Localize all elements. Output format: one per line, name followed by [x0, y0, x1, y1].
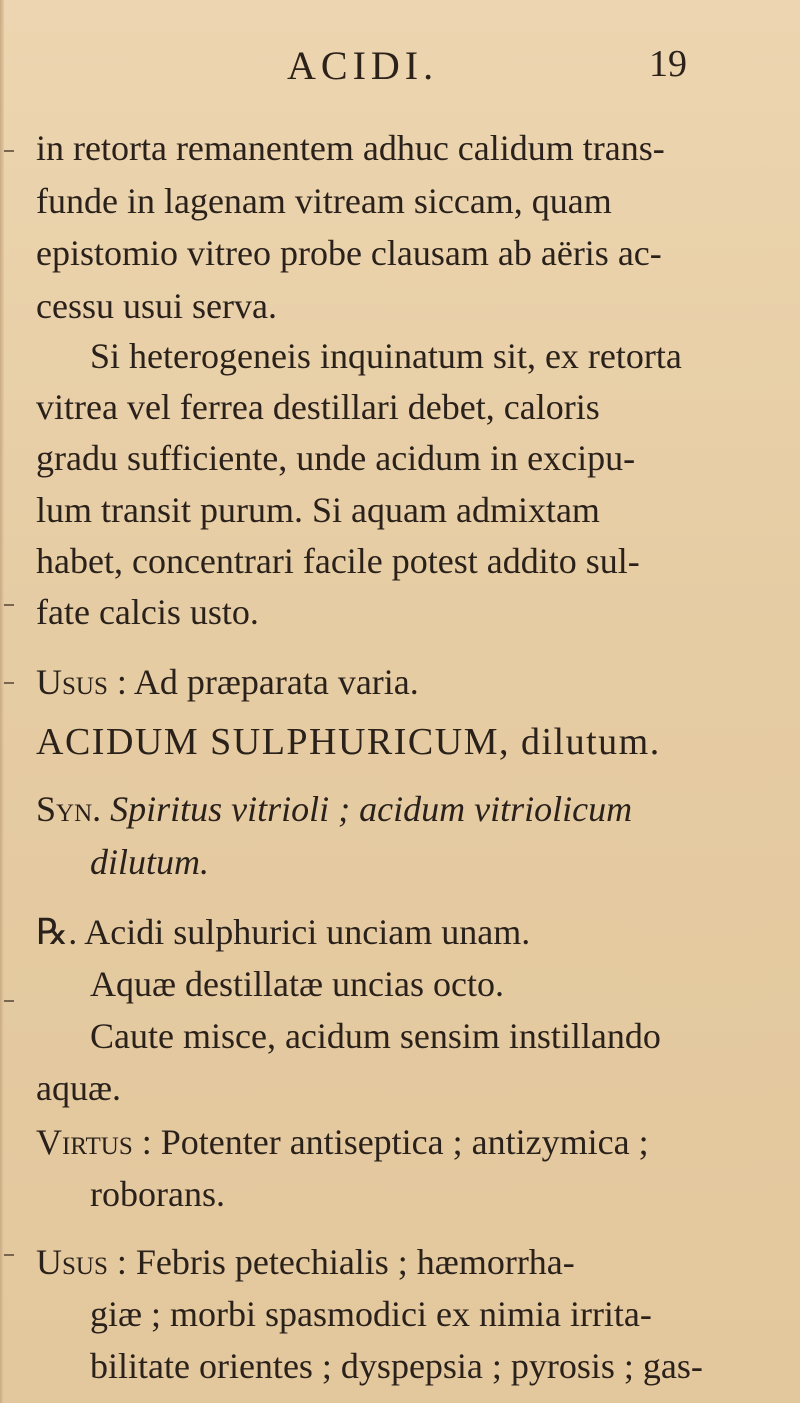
recipe-instruction: aquæ.: [36, 1068, 121, 1108]
margin-mark: [4, 1254, 14, 1256]
usus-continuation: bilitate orientes ; dyspepsia ; pyrosis ; gas-: [90, 1346, 703, 1386]
usus-line: [36, 1240, 575, 1284]
usus-text: : Ad præparata varia.: [116, 662, 419, 702]
usus-label: Usus: [36, 662, 108, 702]
virtus-line: [36, 1120, 649, 1164]
synonyms-continuation: dilutum.: [90, 842, 210, 882]
recipe-symbol: ℞.: [36, 912, 78, 952]
running-head-title: ACIDI.: [287, 43, 439, 88]
recipe-ingredient: Aquæ destillatæ uncias octo.: [90, 964, 504, 1004]
usus-text: : Febris petechialis ; hæmorrha-: [116, 1242, 575, 1282]
recipe-line: [36, 910, 530, 954]
margin-mark: [4, 1000, 14, 1002]
page-number: 19: [649, 43, 687, 85]
recipe-ingredient: Acidi sulphurici unciam unam.: [84, 912, 531, 952]
text-line: in retorta remanentem adhuc calidum trans-: [36, 128, 665, 168]
margin-mark: [4, 150, 14, 152]
text-line: vitrea vel ferrea destillari debet, caloris: [36, 387, 600, 427]
virtus-text: : Potenter antiseptica ; antizymica ;: [141, 1122, 649, 1162]
text-line: lum transit purum. Si aquam admixtam: [36, 490, 600, 530]
margin-mark: [4, 682, 14, 684]
entry-heading: [36, 720, 661, 764]
text-line: funde in lagenam vitream siccam, quam: [36, 181, 612, 221]
recipe-instruction: Caute misce, acidum sensim instillando: [90, 1016, 661, 1056]
page-binding-edge: [0, 0, 4, 1403]
entry-heading-title: ACIDUM SULPHURICUM: [36, 721, 499, 763]
usus-continuation: giæ ; morbi spasmodici ex nimia irrita-: [90, 1294, 652, 1334]
text-line: gradu sufficiente, unde acidum in excipu-: [36, 438, 636, 478]
usus-label: Usus: [36, 1242, 108, 1282]
synonyms-text: Spiritus vitrioli ; acidum vitriolicum: [110, 789, 633, 829]
synonyms-line: [36, 787, 632, 831]
usus-line: [36, 660, 419, 704]
margin-mark: [4, 604, 14, 606]
virtus-continuation: roborans.: [90, 1174, 225, 1214]
text-line: cessu usui serva.: [36, 286, 277, 326]
virtus-label: Virtus: [36, 1122, 133, 1162]
text-line: epistomio vitreo probe clausam ab aëris ac-: [36, 233, 662, 273]
entry-heading-suffix: , dilutum.: [499, 721, 661, 763]
synonyms-label: Syn.: [36, 789, 102, 829]
text-line: habet, concentrari facile potest addito sul-: [36, 541, 640, 581]
text-line: fate calcis usto.: [36, 592, 259, 632]
running-head: [0, 42, 800, 92]
text-line: Si heterogeneis inquinatum sit, ex retorta: [90, 336, 682, 376]
